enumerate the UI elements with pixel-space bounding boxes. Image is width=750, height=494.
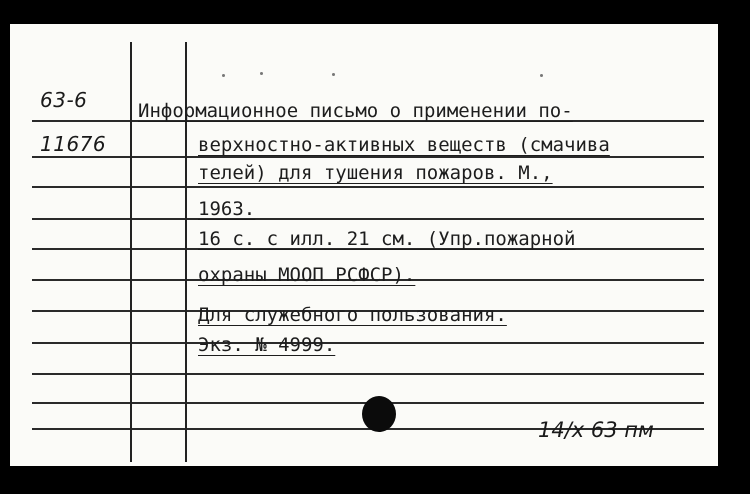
- description-line: телей) для тушения пожаров. М.,: [198, 162, 553, 184]
- shelfmark-code: 63-6: [40, 88, 88, 112]
- rule-line: [32, 156, 704, 158]
- description-line: 1963.: [198, 198, 256, 220]
- description-line: охраны МООП РСФСР).: [198, 264, 416, 286]
- speck: [260, 72, 263, 75]
- punch-hole: [362, 396, 396, 432]
- margin-line-left: [130, 42, 132, 462]
- description-line: 16 с. с илл. 21 см. (Упр.пожарной: [198, 228, 576, 250]
- speck: [540, 74, 543, 77]
- speck: [332, 73, 335, 76]
- rule-line: [32, 218, 704, 220]
- description-line: Информационное письмо о применении по-: [138, 100, 573, 122]
- rule-line: [32, 186, 704, 188]
- handwritten-note: 14/х 63 пм: [538, 418, 654, 442]
- catalog-card: [10, 24, 718, 466]
- speck: [222, 74, 225, 77]
- rule-line: [32, 373, 704, 375]
- rule-line: [32, 342, 704, 344]
- description-line: Экз. № 4999.: [198, 334, 336, 356]
- description-line: Для служебного пользования.: [198, 304, 507, 326]
- shelfmark-number: 11676: [40, 132, 107, 156]
- description-line: верхностно-активных веществ (смачива: [198, 134, 610, 156]
